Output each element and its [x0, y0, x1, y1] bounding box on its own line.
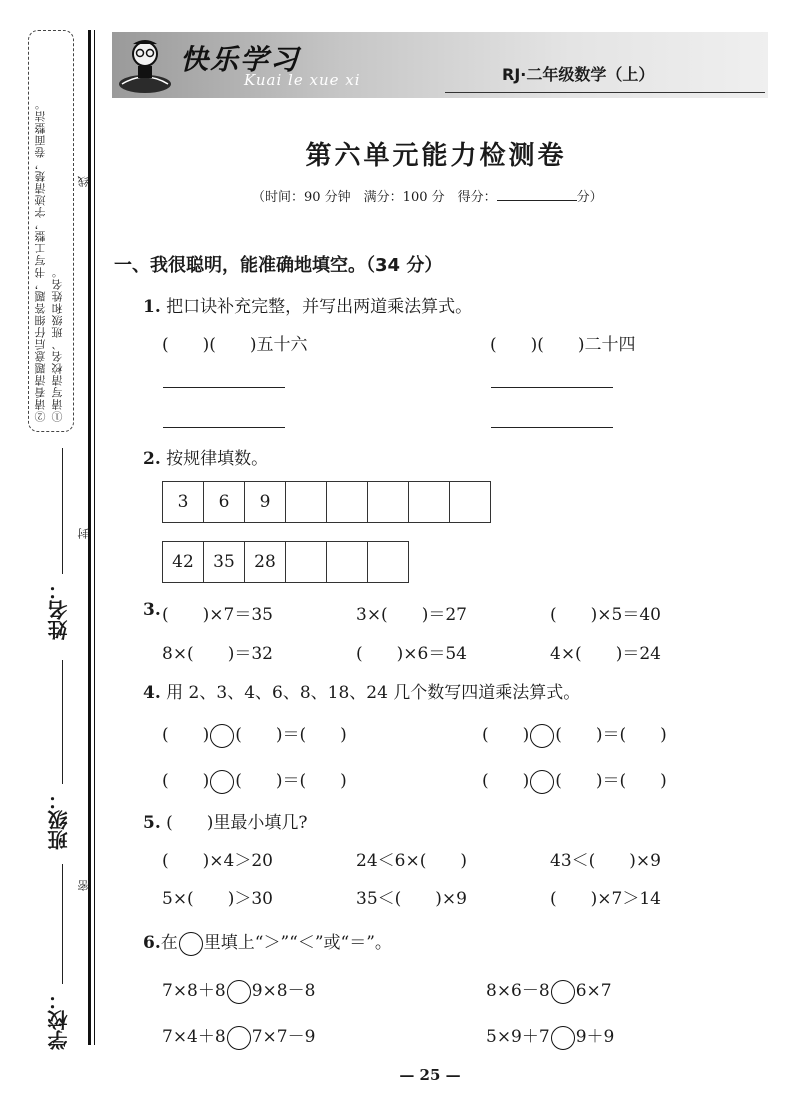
compare-left: 8×6－8 — [486, 981, 550, 1001]
question-5 — [143, 808, 308, 833]
question-number: 2. — [143, 449, 161, 469]
q3-item: 3×( )＝27 — [356, 605, 467, 625]
q5-item: 5×( )＞30 — [162, 889, 273, 909]
notice-text-1: ①请写清校名、班级和姓名。 — [51, 266, 64, 422]
compare-item — [486, 1022, 614, 1050]
paren-blank[interactable]: ( ) — [555, 725, 603, 745]
compare-left: 7×8＋8 — [162, 981, 226, 1001]
result-blank[interactable]: ＝( ) — [602, 771, 667, 791]
question-number: 6. — [143, 933, 161, 953]
grid-cell: 9 — [245, 482, 286, 523]
compare-left: 7×4＋8 — [162, 1027, 226, 1047]
answer-line[interactable] — [163, 427, 285, 428]
class-label: 班级： — [47, 790, 71, 850]
operator-circle[interactable] — [530, 724, 554, 748]
paren-blank[interactable]: ( ) — [235, 725, 283, 745]
compare-circle[interactable] — [551, 980, 575, 1004]
grid-cell: 28 — [245, 542, 286, 583]
compare-right: 9＋9 — [575, 1027, 615, 1047]
q3-item: ( )×5＝40 — [550, 605, 661, 625]
school-field[interactable] — [62, 864, 63, 984]
paren-blank[interactable]: ( ) — [482, 725, 530, 745]
paren-blank[interactable]: ( ) — [555, 771, 603, 791]
grid-cell-blank[interactable] — [368, 542, 409, 583]
brand-title: 快乐学习 — [180, 43, 301, 76]
question-text: 按规律填数。 — [166, 449, 269, 469]
pattern-grid-1 — [162, 481, 491, 523]
grid-cell: 35 — [204, 542, 245, 583]
compare-circle-icon — [179, 932, 203, 956]
q4-equation — [482, 766, 667, 794]
question-3-number: 3. — [143, 600, 161, 620]
q3-item: ( )×6＝54 — [356, 644, 467, 664]
grid-cell: 6 — [204, 482, 245, 523]
paren-blank[interactable]: ( ) — [162, 725, 210, 745]
page-title: 第六单元能力检测卷 — [305, 141, 567, 171]
q5-item: ( )×4＞20 — [162, 851, 273, 871]
grid-cell-blank[interactable] — [450, 482, 491, 523]
answer-line[interactable] — [491, 387, 613, 388]
result-blank[interactable]: ＝( ) — [602, 725, 667, 745]
grid-cell-blank[interactable] — [327, 542, 368, 583]
edition-label: RJ·二年级数学（上） — [502, 65, 655, 84]
grid-cell: 3 — [163, 482, 204, 523]
question-4 — [143, 678, 580, 703]
meta-time: （时间：90 分钟 满分：100 分 得分： — [252, 190, 497, 205]
grid-cell-blank[interactable] — [286, 542, 327, 583]
q3-item: ( )×7＝35 — [162, 605, 273, 625]
pattern-grid-2 — [162, 541, 409, 583]
score-field[interactable] — [497, 200, 577, 201]
grid-cell: 42 — [163, 542, 204, 583]
reading-boy-logo-icon — [114, 34, 176, 96]
grid-cell-blank[interactable] — [327, 482, 368, 523]
page-number: — 25 — — [399, 1066, 461, 1084]
brand-pinyin: Kuai le xue xi — [244, 71, 361, 89]
compare-left: 5×9＋7 — [486, 1027, 550, 1047]
question-text: 用 2、3、4、6、8、18、24 几个数写四道乘法算式。 — [166, 683, 581, 703]
operator-circle[interactable] — [210, 724, 234, 748]
paren-blank[interactable]: ( ) — [235, 771, 283, 791]
q4-equation — [162, 720, 347, 748]
name-label: 姓名： — [47, 580, 71, 640]
question-number: 4. — [143, 683, 161, 703]
q5-item: 35＜( )×9 — [356, 889, 467, 909]
answer-line[interactable] — [491, 427, 613, 428]
compare-circle[interactable] — [551, 1026, 575, 1050]
q1-right-rhyme: ( )( )二十四 — [490, 335, 636, 355]
q5-item: ( )×7＞14 — [550, 889, 661, 909]
binding-rule-thick — [88, 30, 91, 1045]
q5-item: 43＜( )×9 — [550, 851, 661, 871]
question-text: 把口诀补充完整，并写出两道乘法算式。 — [166, 297, 473, 317]
binding-rule-thin — [94, 30, 95, 1045]
compare-item — [486, 976, 612, 1004]
question-text-b: 里填上“＞”“＜”或“＝”。 — [203, 933, 392, 953]
cut-mark-mi: 密 — [77, 880, 90, 891]
compare-item — [162, 976, 315, 1004]
compare-right: 7×7－9 — [251, 1027, 316, 1047]
question-text-a: 在 — [160, 933, 178, 953]
meta-unit: 分） — [576, 190, 603, 205]
section-heading: 一、我很聪明，能准确地填空。（34 分） — [114, 255, 443, 276]
grid-cell-blank[interactable] — [286, 482, 327, 523]
question-number: 5. — [143, 813, 161, 833]
q3-item: 8×( )＝32 — [162, 644, 273, 664]
question-2 — [143, 444, 268, 469]
class-field[interactable] — [62, 660, 63, 784]
question-text: ( )里最小填几? — [166, 813, 308, 833]
paren-blank[interactable]: ( ) — [162, 771, 210, 791]
q4-equation — [482, 720, 667, 748]
compare-circle[interactable] — [227, 1026, 251, 1050]
result-blank[interactable]: ＝( ) — [282, 771, 347, 791]
compare-right: 9×8－8 — [251, 981, 316, 1001]
cut-mark-feng: 封 — [77, 528, 90, 539]
operator-circle[interactable] — [210, 770, 234, 794]
compare-circle[interactable] — [227, 980, 251, 1004]
paren-blank[interactable]: ( ) — [482, 771, 530, 791]
q1-left-rhyme: ( )( )五十六 — [162, 335, 308, 355]
answer-line[interactable] — [163, 387, 285, 388]
header-rule — [445, 92, 765, 93]
notice-text-2: ②请看清题意后仔细答题，书写工整，字迹清楚，卷面整洁。 — [34, 98, 47, 422]
question-6 — [143, 928, 392, 956]
compare-item — [162, 1022, 315, 1050]
question-1 — [143, 292, 472, 317]
grid-cell-blank[interactable] — [368, 482, 409, 523]
cut-mark-xian: 线 — [77, 176, 90, 187]
q4-equation — [162, 766, 347, 794]
compare-right: 6×7 — [575, 981, 612, 1001]
q5-item: 24＜6×( ) — [356, 851, 467, 871]
name-field[interactable] — [62, 448, 63, 574]
result-blank[interactable]: ＝( ) — [282, 725, 347, 745]
exam-meta — [252, 186, 603, 205]
q3-item: 4×( )＝24 — [550, 644, 661, 664]
school-label: 学校： — [47, 990, 71, 1050]
operator-circle[interactable] — [530, 770, 554, 794]
question-number: 1. — [143, 297, 161, 317]
grid-cell-blank[interactable] — [409, 482, 450, 523]
